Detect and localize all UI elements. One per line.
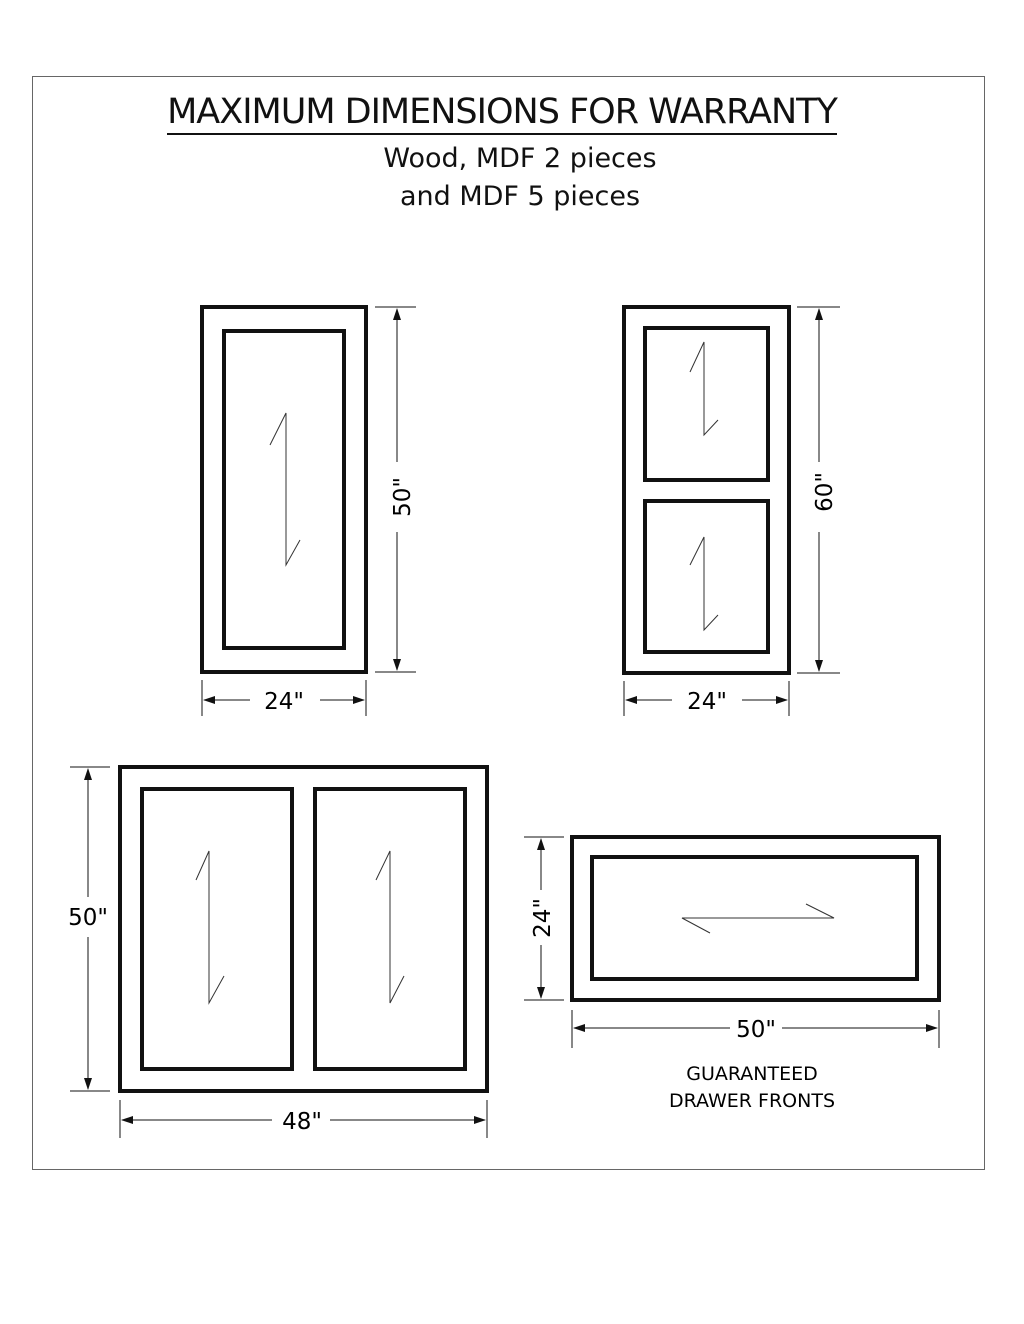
height-label: 24" (530, 898, 556, 938)
width-label: 48" (282, 1109, 322, 1135)
door-pair (120, 767, 487, 1091)
height-label: 50" (390, 477, 416, 517)
door-single-panel (202, 307, 366, 672)
subtitle-line-2: and MDF 5 pieces (399, 181, 641, 212)
width-dimension (572, 1010, 939, 1048)
grain-direction-symbol (270, 413, 300, 565)
drawer-front (572, 837, 939, 1000)
drawer-note-line-1: GUARANTEED (686, 1063, 818, 1085)
grain-direction-symbol (690, 342, 718, 435)
door-lower-panel (645, 501, 768, 652)
subtitle-line-1: Wood, MDF 2 pieces (383, 143, 657, 174)
grain-direction-symbol (376, 851, 404, 1003)
height-dimension (375, 307, 416, 672)
height-dimension (68, 767, 110, 1091)
width-label: 50" (736, 1017, 776, 1043)
door-outer-frame (120, 767, 487, 1091)
grain-direction-symbol (196, 851, 224, 1003)
door-inner-panel (224, 331, 344, 648)
height-label: 60" (812, 472, 838, 512)
drawer-note-line-2: DRAWER FRONTS (668, 1090, 836, 1112)
width-dimension (624, 681, 789, 716)
width-label: 24" (264, 689, 304, 715)
door-outer-frame (202, 307, 366, 672)
grain-direction-symbol (682, 904, 834, 933)
door-left-panel (142, 789, 292, 1069)
height-dimension (524, 837, 564, 1000)
height-dimension (797, 307, 840, 673)
width-dimension (120, 1100, 487, 1138)
grain-direction-symbol (690, 537, 718, 630)
door-upper-panel (645, 328, 768, 480)
door-double-panel (624, 307, 789, 673)
width-label: 24" (687, 689, 727, 715)
width-dimension (202, 680, 366, 716)
door-outer-frame (624, 307, 789, 673)
page-title: MAXIMUM DIMENSIONS FOR WARRANTY (0, 92, 1004, 132)
height-label: 50" (68, 905, 108, 931)
